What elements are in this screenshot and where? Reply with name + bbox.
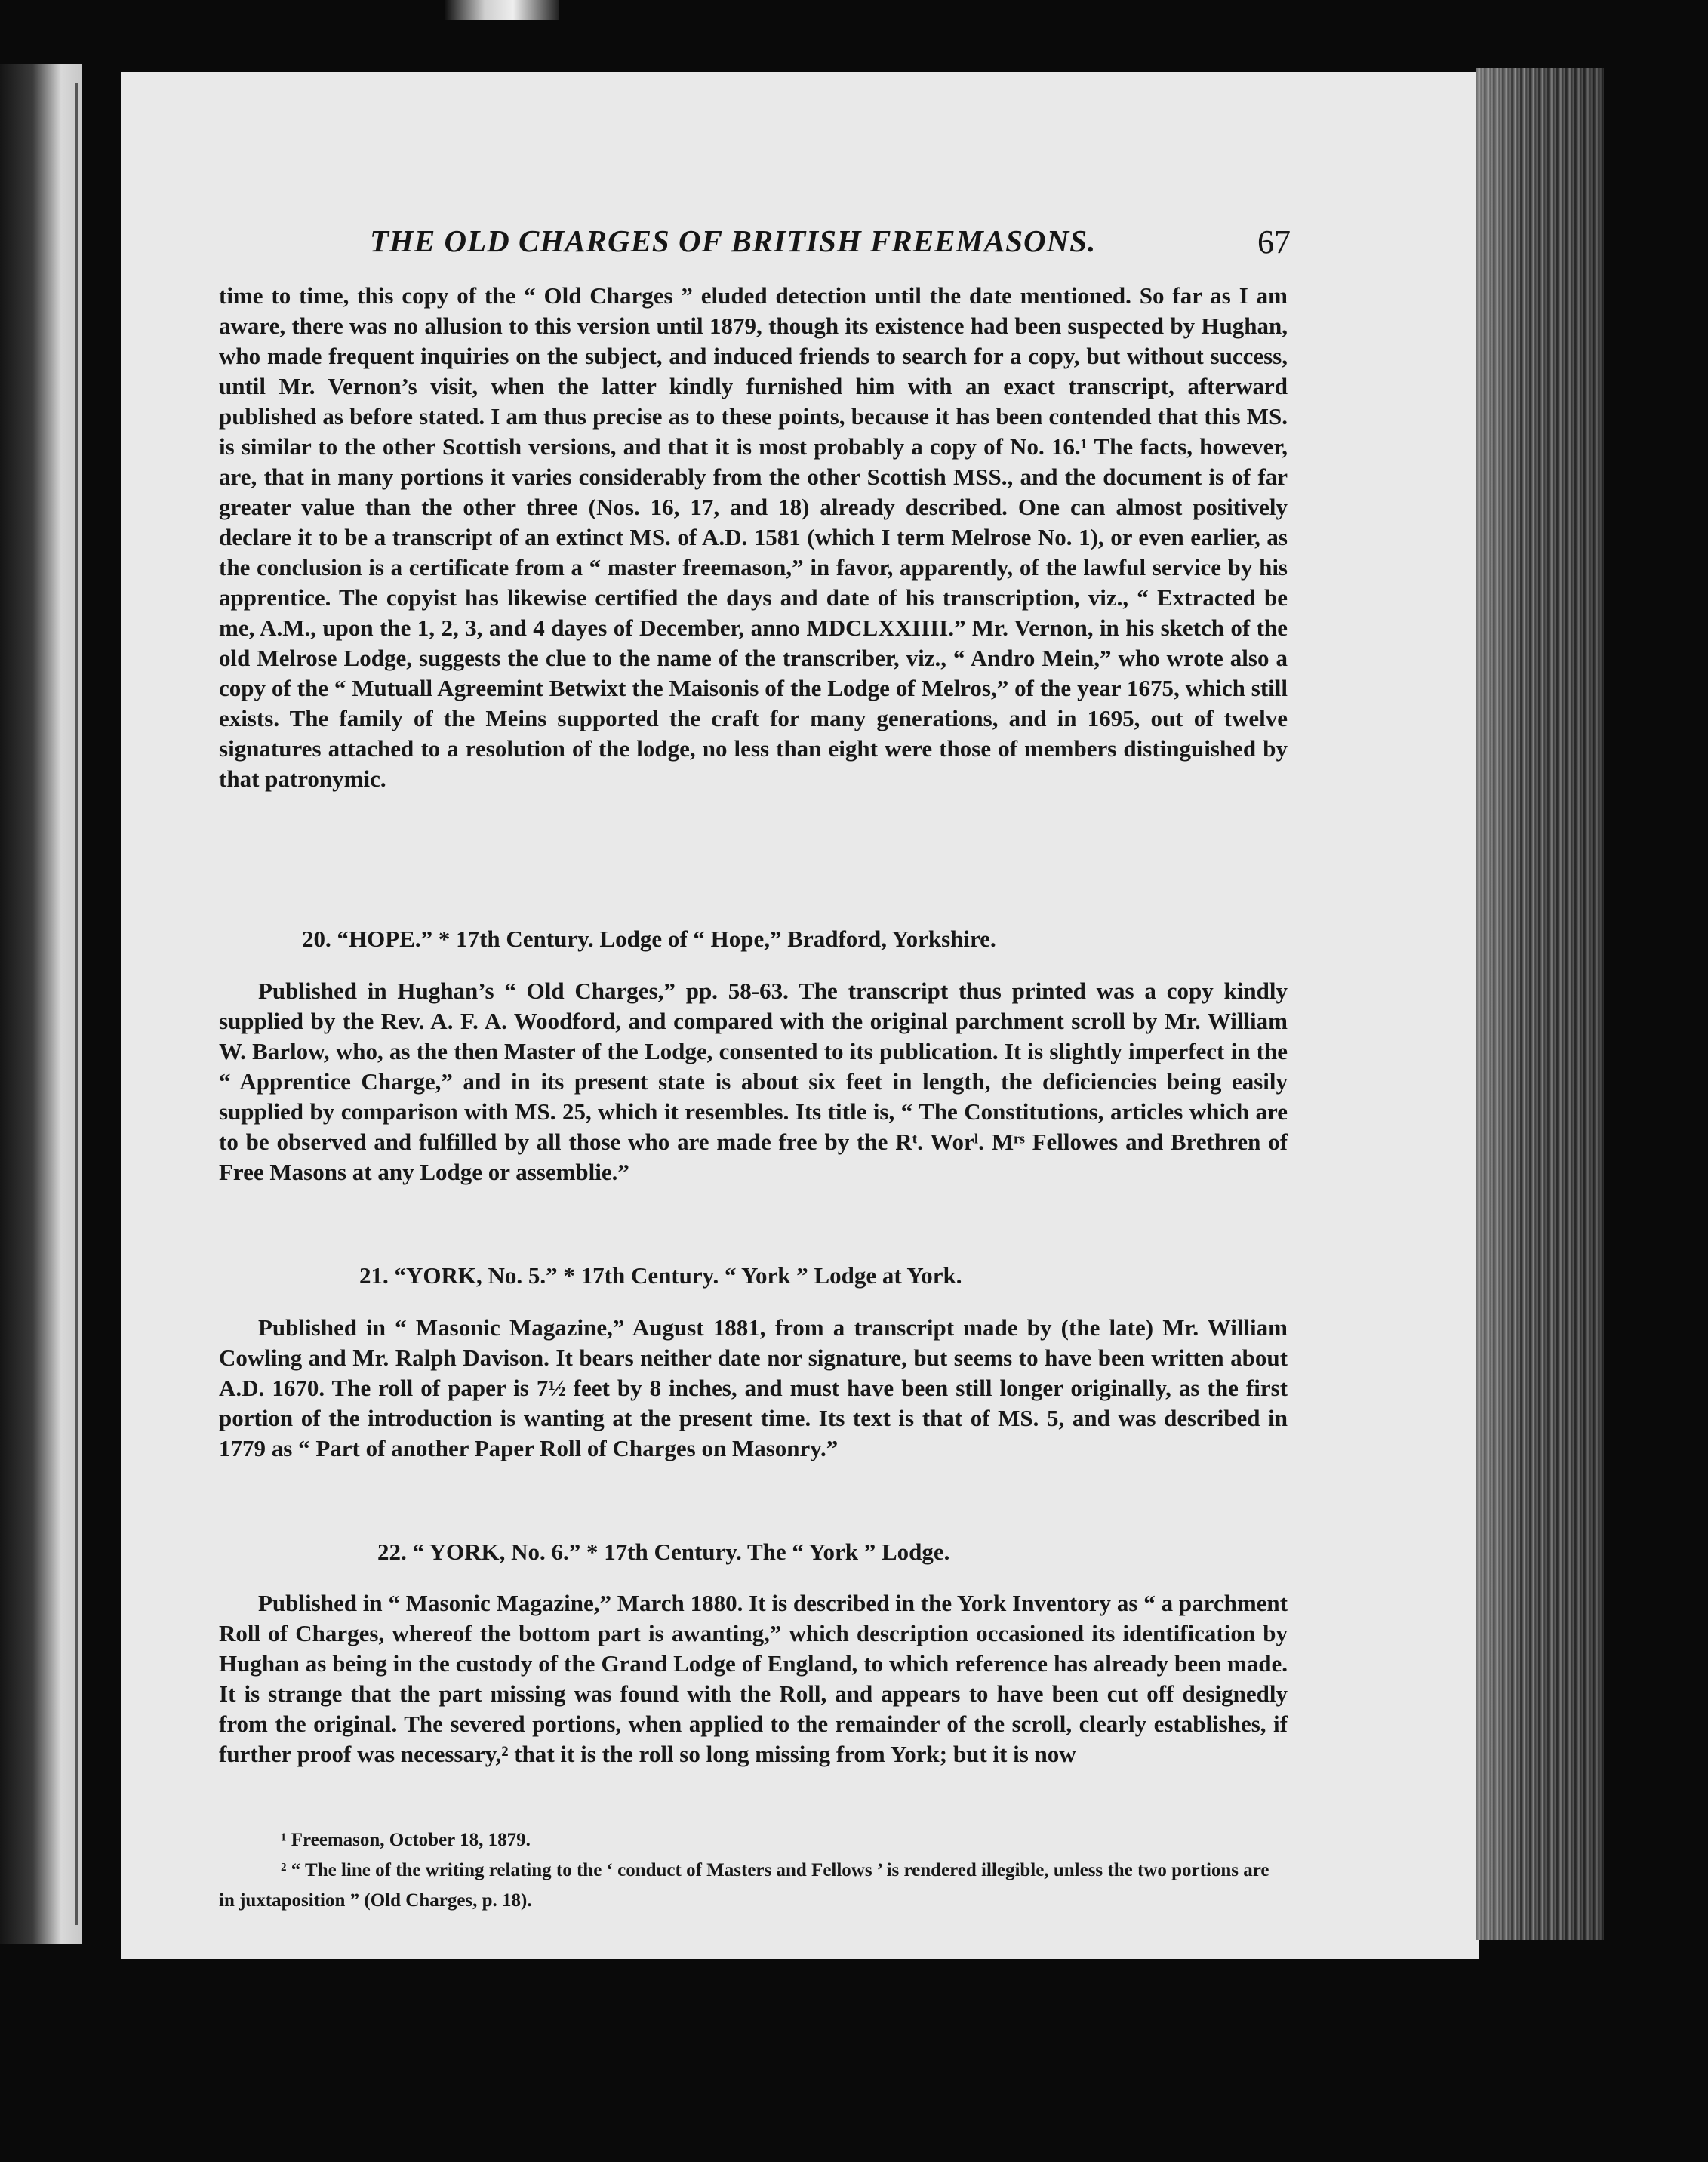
paragraph-melrose-continuation: time to time, this copy of the “ Old Charges ” eluded detection until the date mentioned. So far as I am aware, there was no allusion to this version until 1879, though its existence had been suspected by Hughan, who made frequent inquiries on the subject, and induced friends to search for a copy, but without success, until Mr. Vernon’s visit, when the latter kindly furnished him with an exact transcript, afterward published as before stated. I am thus precise as to these points, because it has been contended that this MS. is similar to the other Scottish versions, and that it is most probably a copy of No. 16.¹ The facts, however, are, that in many portions it varies considerably from the other Scottish MSS., and the document is of far greater value than the other three (Nos. 16, 17, and 18) already described. One can almost positively declare it to be a transcript of an extinct MS. of A.D. 1581 (which I term Melrose No. 1), or even earlier, as the conclusion is a certificate from a “ master freemason,” in favor, apparently, of the lawful service by his apprentice. The copyist has likewise certified the days and date of his transcription, viz., “ Extracted be me, A.M., upon the 1, 2, 3, and 4 dayes of December, anno MDCLXXIIII.” Mr. Vernon, in his sketch of the old Melrose Lodge, suggests the clue to the name of the transcriber, viz., “ Andro Mein,” who wrote also a copy of the “ Mutuall Agreemint Betwixt the Maisonis of the Lodge of Melros,” of the year 1675, which still exists. The family of the Meins supported the craft for many generations, and in 1695, out of twelve signatures attached to a resolution of the lodge, no less than eight were those of members distinguished by that patronymic. [219, 282, 1288, 792]
paragraph-york-6: Published in “ Masonic Magazine,” March 1880. It is described in the York Inventory as “ a parchment Roll of Charges, whereof the bottom part is awanting,” which description occasioned its identification by Hughan as being in the custody of the Grand Lodge of England, to which reference has already been made. It is strange that the part missing was found with the Roll, and appears to have been cut off designedly from the original. The severed portions, when applied to the remainder of the scroll, clearly establishes, if further proof was necessary,² that it is the roll so long missing from York; but it is now [219, 1590, 1288, 1767]
paragraph-york-5: Published in “ Masonic Magazine,” August 1881, from a transcript made by (the late) Mr. William Cowling and Mr. Ralph Davison. It bears neither date nor signature, but seems to have been written about A.D. 1670. The roll of paper is 7½ feet by 8 inches, and must have been still longer originally, as the first portion of the introduction is wanting at the present time. Its text is that of MS. 5, and was described in 1779 as “ Part of another Paper Roll of Charges on Masonry.” [219, 1314, 1288, 1461]
facing-page-edge [0, 64, 82, 1944]
gutter-line [75, 83, 78, 1925]
footnotes [219, 1825, 1288, 1916]
paragraph-hope: Published in Hughan’s “ Old Charges,” pp. 58-63. The transcript thus printed was a copy kindly supplied by the Rev. A. F. A. Woodford, and compared with the original parchment scroll by Mr. William W. Barlow, who, as the then Master of the Lodge, consented to its publication. It is slightly imperfect in the “ Apprentice Charge,” and in its present state is about six feet in length, the deficiencies being easily supplied by comparison with MS. 25, which it resembles. Its title is, “ The Constitutions, articles which are to be observed and fulfilled by all those who are made free by the Rᵗ. Worˡ. Mʳˢ Fellowes and Brethren of Free Masons at any Lodge or assemblie.” [219, 978, 1288, 1185]
running-title: THE OLD CHARGES OF BRITISH FREEMASONS. [370, 223, 1097, 258]
section-heading-york-6: 22. “ YORK, No. 6.” * 17th Century. The “ York ” Lodge. [377, 1538, 950, 1565]
page-number: 67 [1257, 223, 1291, 260]
running-head [219, 215, 1291, 268]
footnote-1: ¹ Freemason, October 18, 1879. [281, 1830, 531, 1850]
page-stack-shade [1476, 68, 1604, 1940]
section-heading-hope: 20. “HOPE.” * 17th Century. Lodge of “ Hope,” Bradford, Yorkshire. [302, 925, 996, 952]
footnote-2: ² “ The line of the writing relating to the ‘ conduct of Masters and Fellows ’ is rendered illegible, unless the two portions are in juxtaposition ” (Old Charges, p. 18). [219, 1860, 1269, 1911]
scan-edge-mark [445, 0, 559, 20]
section-heading-york-5: 21. “YORK, No. 5.” * 17th Century. “ York ” Lodge at York. [359, 1262, 962, 1289]
